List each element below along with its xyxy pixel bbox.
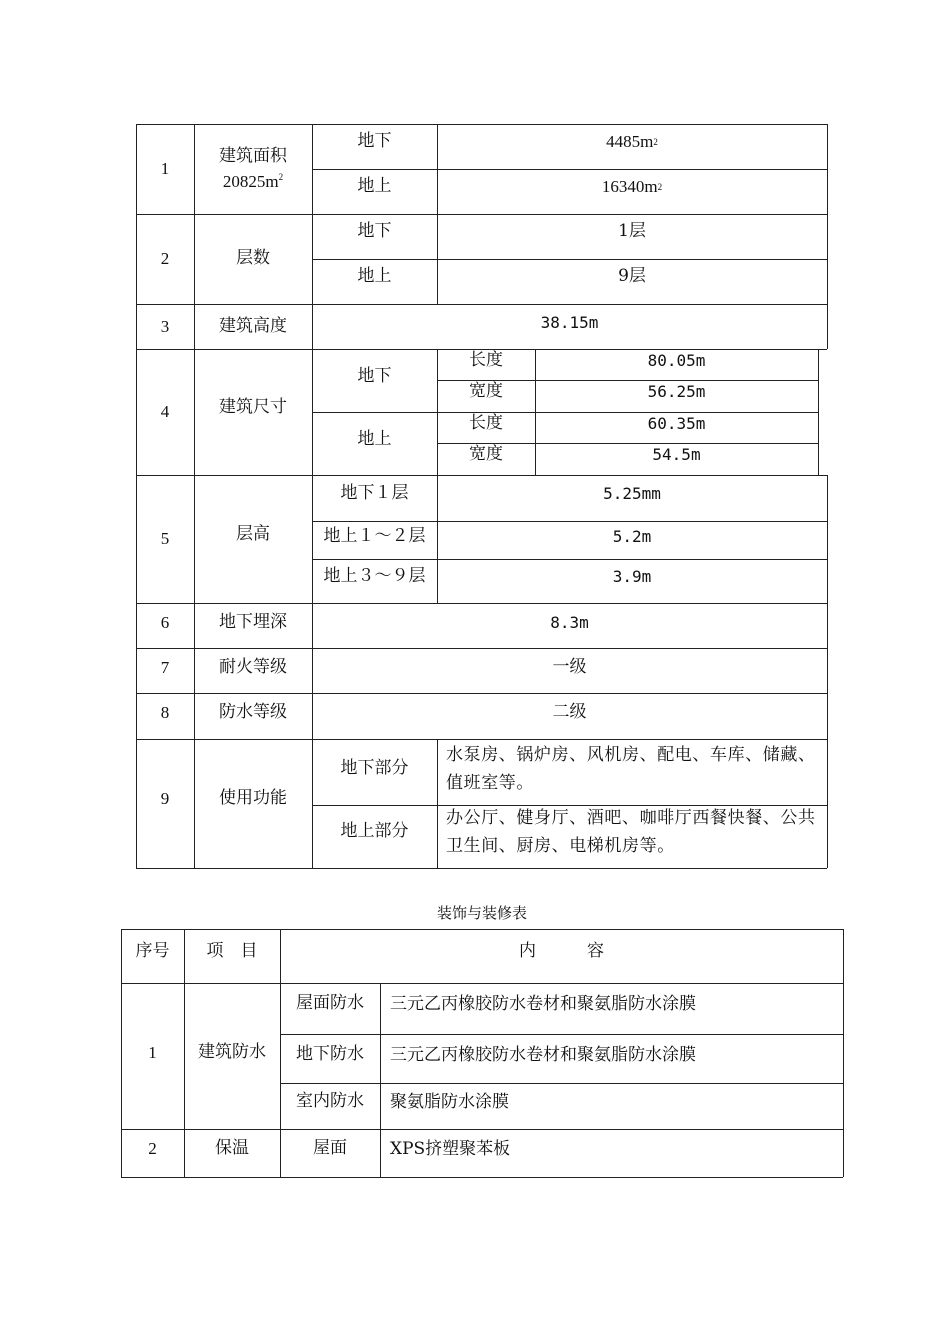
row-number: 4 xyxy=(160,402,170,422)
item-name: 保温 xyxy=(215,1138,249,1159)
row-value: 38.15m xyxy=(540,313,599,332)
item-name: 使用功能 xyxy=(219,788,287,809)
row-number: 6 xyxy=(160,613,170,633)
item-name: 防水等级 xyxy=(219,702,287,723)
dimension-value: 60.35m xyxy=(647,414,706,433)
group-label: 地上 xyxy=(357,429,392,450)
sub-value: 三元乙丙橡胶防水卷材和聚氨脂防水涂膜 xyxy=(390,1044,696,1065)
sub-label: 地上３～９层 xyxy=(323,566,426,587)
sub-label: 地下部分 xyxy=(340,758,409,779)
sub-label: 地上 xyxy=(357,266,392,287)
row-value: 二级 xyxy=(552,702,587,723)
item-name: 建筑高度 xyxy=(219,315,287,336)
dimension-name: 宽度 xyxy=(469,444,503,465)
item-name: 建筑尺寸 xyxy=(219,397,287,418)
item-name: 耐火等级 xyxy=(219,657,287,678)
sub-label: 地下防水 xyxy=(296,1044,364,1065)
sub-label: 地下１层 xyxy=(340,483,409,504)
sub-value: XPS挤塑聚苯板 xyxy=(390,1138,511,1159)
row-value: 8.3m xyxy=(550,613,589,632)
row-number: 9 xyxy=(160,789,170,809)
sub-value: 水泵房、锅炉房、风机房、配电、车库、储藏、值班室等。 xyxy=(446,744,816,793)
sub-value: 9层 xyxy=(618,266,646,287)
row-number: 3 xyxy=(160,316,170,336)
row-number: 5 xyxy=(160,529,170,549)
item-name: 层高 xyxy=(236,524,270,545)
sub-value: 3.9m xyxy=(612,567,652,586)
item-name: 地下埋深 xyxy=(219,612,287,633)
item-name: 建筑面积 xyxy=(219,145,287,166)
row-number: 2 xyxy=(160,249,170,269)
sub-value: 三元乙丙橡胶防水卷材和聚氨脂防水涂膜 xyxy=(390,993,696,1014)
row-number: 8 xyxy=(160,703,170,723)
item-name: 层数 xyxy=(236,248,270,269)
row-value: 一级 xyxy=(552,657,587,678)
sub-value: 1层 xyxy=(618,221,646,242)
sub-label: 地上１～２层 xyxy=(323,526,426,547)
sub-label: 地下 xyxy=(357,221,392,242)
dimension-value: 80.05m xyxy=(647,351,706,370)
header-content: 内 容 xyxy=(519,941,604,962)
sub-label: 屋面防水 xyxy=(296,993,364,1014)
sub-value: 聚氨脂防水涂膜 xyxy=(390,1091,509,1112)
header-item: 项 目 xyxy=(206,941,258,962)
sub-label: 屋面 xyxy=(313,1138,347,1159)
dimension-name: 长度 xyxy=(469,350,503,371)
dimension-value: 54.5m xyxy=(652,445,701,464)
sub-value: 4485m 2 xyxy=(606,132,658,152)
sub-value: 16340m 2 xyxy=(601,177,663,197)
row-number: 1 xyxy=(148,1043,157,1063)
row-number: 2 xyxy=(148,1139,157,1159)
item-value: $20825m^2$ xyxy=(222,172,284,191)
item-cell xyxy=(194,124,312,214)
sub-label: 室内防水 xyxy=(296,1091,364,1112)
dimension-value: 56.25m xyxy=(647,382,706,401)
sub-label: 地下 xyxy=(357,131,392,152)
item-name: 建筑防水 xyxy=(198,1042,266,1063)
header-no: 序号 xyxy=(135,941,170,962)
sub-label: 地上 xyxy=(357,176,392,197)
row-number: 7 xyxy=(160,658,170,678)
sub-value: 5.2m xyxy=(612,527,652,546)
dimension-name: 宽度 xyxy=(469,381,503,402)
sub-value: 5.25mm xyxy=(603,484,661,503)
group-label: 地下 xyxy=(357,366,392,387)
sub-value: 办公厅、健身厅、酒吧、咖啡厅西餐快餐、公共卫生间、厨房、电梯机房等。 xyxy=(446,807,816,856)
dimension-name: 长度 xyxy=(469,413,503,434)
sub-label: 地上部分 xyxy=(340,821,409,842)
row-number: 1 xyxy=(160,159,170,179)
table-caption: 装饰与装修表 xyxy=(436,904,527,922)
